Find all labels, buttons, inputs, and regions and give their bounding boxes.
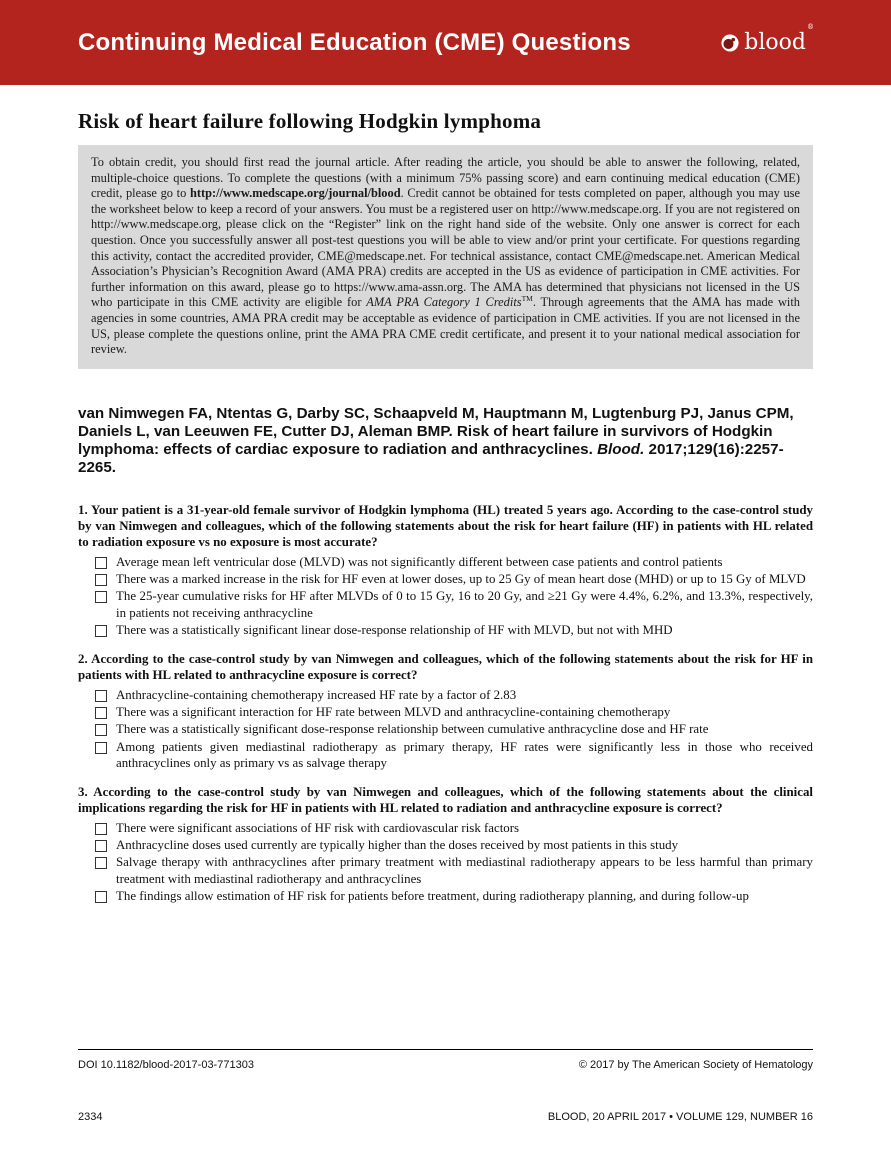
question-stem: 1. Your patient is a 31-year-old female survivor of Hodgkin lymphoma (HL) treated 5 years ago. According to the case-control study by van Nimwegen and colleagues, which of the following statements about the risk for heart failure (HF) in patients with HL related to radiation exposure vs no exposure is most accurate? [78,502,813,550]
option-label: The 25-year cumulative risks for HF after MLVDs of 0 to 15 Gy, 16 to 20 Gy, and ≥21 Gy were 4.4%, 6.2%, and 13.3%, respectively, in patients not receiving anthracycline [116,589,813,620]
answer-checkbox[interactable] [95,823,107,835]
answer-options [95,554,813,638]
option-label: Anthracycline-containing chemotherapy increased HF rate by a factor of 2.83 [116,687,517,702]
option-row [95,837,813,853]
main-content [78,85,813,905]
question-stem: 2. According to the case-control study by van Nimwegen and colleagues, which of the following statements about the risk for HF in patients with HL related to anthracycline exposure is correct? [78,652,813,683]
option-row [95,687,813,703]
question-2 [78,651,813,771]
option-row [95,622,813,638]
option-row [95,588,813,621]
option-label: Salvage therapy with anthracyclines after primary treatment with mediastinal radiotherapy appears to be less harmful than primary treatment with mediastinal radiotherapy and anthracyclines [116,855,813,886]
doi-text: DOI 10.1182/blood-2017-03-771303 [78,1059,254,1071]
option-label: Average mean left ventricular dose (MLVD) was not significantly different between case patients and control patients [116,554,723,569]
answer-options [95,687,813,771]
instructions-box [78,145,813,369]
option-row [95,721,813,737]
question-1 [78,502,813,638]
answer-checkbox[interactable] [95,724,107,736]
doi-footer [78,1049,813,1071]
question-stem: 3. According to the case-control study by van Nimwegen and colleagues, which of the following statements about the clinical implications regarding the risk for HF in patients with HL related to radiation and anthracycline exposure is correct? [78,785,813,816]
citation-authors-title: van Nimwegen FA, Ntentas G, Darby SC, Schaapveld M, Hauptmann M, Lugtenburg PJ, Janus CPM, Daniels L, van Leeuwen FE, Cutter DJ, Aleman BMP. Risk of heart failure in survivors of Hodgkin lymphoma: effects of cardiac exposure to radiation and anthracyclines. [78,404,794,458]
instructions-text-3: . Through agreements that the AMA has made with agencies in some countries, AMA PRA credit may be acceptable as evidence of participation in CME activities. If you are not licensed in the US, please complete the questions online, print the AMA PRA CME credit certificate, and present it to your national medical association for review. [91,295,800,357]
answer-checkbox[interactable] [95,690,107,702]
option-label: There was a significant interaction for HF rate between MLVD and anthracycline-containing chemotherapy [116,704,671,719]
answer-checkbox[interactable] [95,707,107,719]
medscape-url: http://www.medscape.org/journal/blood [189,186,401,201]
page-footer [78,1111,813,1123]
option-row [95,554,813,570]
option-row [95,888,813,904]
answer-checkbox[interactable] [95,574,107,586]
answer-checkbox[interactable] [95,840,107,852]
copyright-text: © 2017 by The American Society of Hematology [578,1059,813,1071]
answer-checkbox[interactable] [95,742,107,754]
citation [78,405,813,477]
option-label: Among patients given mediastinal radiotherapy as primary therapy, HF rates were significantly less in those who received anthracyclines only as primary vs as salvage therapy [116,739,813,770]
citation-volume-pages: 2017;129(16):2257-2265. [78,440,784,476]
option-label: There was a statistically significant dose-response relationship between cumulative anthracycline dose and HF rate [116,722,709,737]
option-label: There were significant associations of HF risk with cardiovascular risk factors [116,820,520,835]
option-label: There was a statistically significant linear dose-response relationship of HF with MLVD, but not with MHD [116,622,673,637]
answer-checkbox[interactable] [95,857,107,869]
trademark-mark: TM [521,294,533,304]
journal-logo [721,22,814,55]
header-banner [0,0,891,85]
option-row [95,704,813,720]
option-row [95,820,813,836]
instructions-text-2: . Credit cannot be obtained for tests completed on paper, although you may use the worksheet below to keep a record of your answers. You must be a registered user on http://www.medscape.org. If you are not registered on http://www.medscape.org, please click on the “Register” link on the right hand side of the website. Only one answer is correct for each question. Once you successfully answer all post-test questions you will be able to view and/or print your certificate. For questions regarding this activity, contact the accredited provider, CME@medscape.net. For technical assistance, contact CME@medscape.net. American Medical Association’s Physician’s Recognition Award (AMA PRA) credits are accepted in the US as evidence of participation in CME activities. For further information on this award, please go to https://www.ama-assn.org. The AMA has determined that physicians not licensed in the US who participate in this CME activity are eligible for [91,186,800,310]
option-label: There was a marked increase in the risk for HF even at lower doses, up to 25 Gy of mean heart dose (MHD) or up to 15 Gy of MLVD [116,571,806,586]
blood-logo-icon [721,34,739,52]
questions [78,502,813,905]
banner-title: Continuing Medical Education (CME) Questions [78,28,631,56]
article-title: Risk of heart failure following Hodgkin lymphoma [78,109,542,133]
registered-mark: ® [807,22,814,31]
answer-checkbox[interactable] [95,625,107,637]
option-label: The findings allow estimation of HF risk for patients before treatment, during radiotherapy planning, and during follow-up [116,888,749,903]
journal-issue-line: BLOOD, 20 APRIL 2017 • VOLUME 129, NUMBER 16 [547,1111,813,1123]
question-3 [78,784,813,904]
ama-credits-phrase: AMA PRA Category 1 Credits [366,295,522,310]
option-row [95,854,813,887]
instructions-text-1: To obtain credit, you should first read the journal article. After reading the article, you should be able to answer the following, related, multiple-choice questions. To complete the questions (with a minimum 75% passing score) and earn continuing medical education (CME) credit, please go to [91,155,800,201]
page-number: 2334 [78,1111,103,1123]
answer-options [95,820,813,904]
journal-logo-text: blood® [744,22,814,55]
option-row [95,571,813,587]
answer-checkbox[interactable] [95,557,107,569]
answer-checkbox[interactable] [95,591,107,603]
citation-journal-name: Blood. [597,440,645,458]
answer-checkbox[interactable] [95,891,107,903]
option-label: Anthracycline doses used currently are typically higher than the doses received by most patients in this study [116,838,679,853]
option-row [95,739,813,772]
